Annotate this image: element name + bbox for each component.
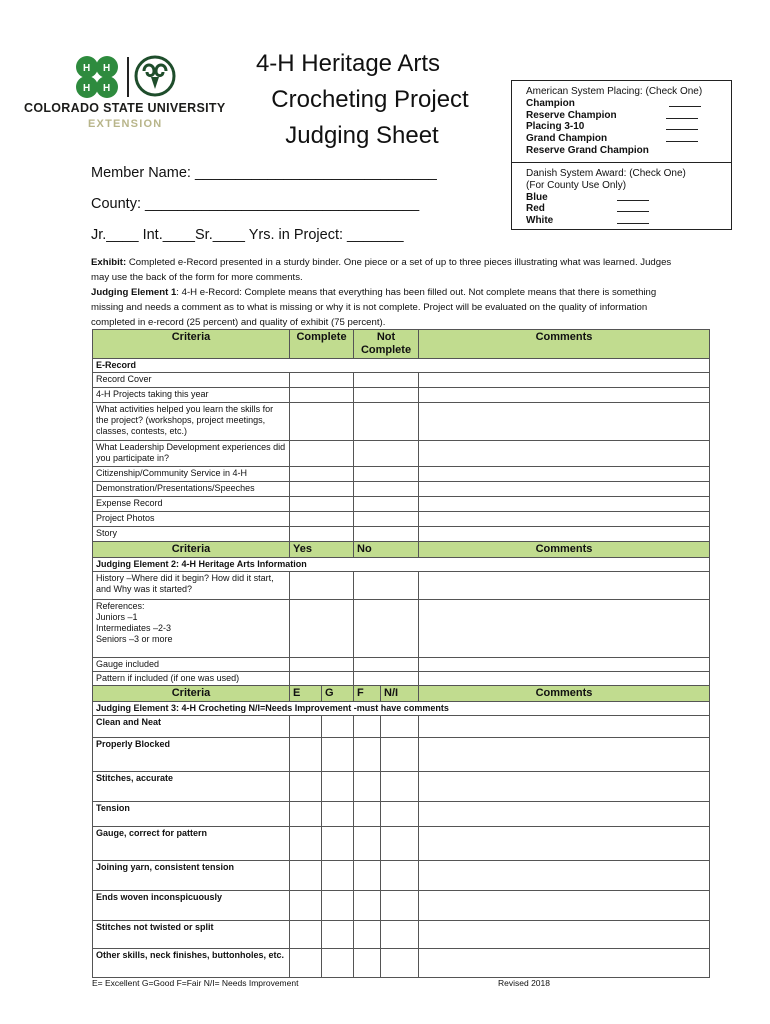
rating-cell[interactable]	[290, 403, 354, 441]
american-heading: American System Placing: (Check One)	[526, 86, 703, 97]
column-header: Comments	[419, 686, 710, 702]
american-option[interactable]: Grand Champion	[526, 133, 723, 145]
rating-cell[interactable]	[419, 738, 710, 772]
exhibit-label: Exhibit:	[91, 257, 127, 268]
table-row	[93, 672, 710, 686]
member-name-field[interactable]: Member Name: ______________________________	[91, 165, 437, 181]
criteria-cell: References: Juniors –1 Intermediates –2-3 Seniors –3 or more	[93, 600, 290, 658]
county-field[interactable]: County: __________________________________	[91, 196, 420, 212]
rating-cell[interactable]	[419, 572, 710, 600]
logo-divider	[127, 57, 129, 97]
danish-award	[512, 162, 731, 227]
rating-cell[interactable]	[419, 482, 710, 497]
rating-cell[interactable]	[322, 891, 354, 921]
criteria-cell: Ends woven inconspicuously	[93, 891, 290, 921]
danish-heading: Danish System Award: (Check One)	[526, 168, 686, 179]
exhibit-instructions	[91, 255, 691, 285]
criteria-cell: Project Photos	[93, 512, 290, 527]
rating-cell[interactable]	[381, 738, 419, 772]
rating-cell[interactable]	[322, 772, 354, 802]
american-option[interactable]: Champion	[526, 98, 723, 110]
rating-cell[interactable]	[419, 373, 710, 388]
ram-icon	[134, 55, 176, 97]
4h-clover-icon	[72, 54, 122, 100]
rating-cell[interactable]	[381, 921, 419, 949]
column-header: Comments	[419, 542, 710, 558]
table-row	[93, 658, 710, 672]
column-header: Yes	[290, 542, 354, 558]
element1-instructions	[91, 285, 691, 331]
section-title: Judging Element 2: 4-H Heritage Arts Information	[93, 558, 710, 572]
table-row	[93, 827, 710, 861]
rating-cell[interactable]	[290, 658, 354, 672]
criteria-cell: Other skills, neck finishes, buttonholes, etc.	[93, 949, 290, 978]
rating-cell[interactable]	[419, 672, 710, 686]
rating-cell[interactable]	[290, 600, 354, 658]
danish-option[interactable]: White	[526, 215, 723, 227]
criteria-cell: Stitches not twisted or split	[93, 921, 290, 949]
section-title-row	[93, 558, 710, 572]
svg-text:H: H	[103, 83, 111, 94]
column-header: E	[290, 686, 322, 702]
rating-cell[interactable]	[322, 738, 354, 772]
rating-cell[interactable]	[354, 388, 419, 403]
rating-cell[interactable]	[290, 512, 354, 527]
american-option[interactable]: Reserve Champion	[526, 110, 723, 122]
table-row	[93, 716, 710, 738]
table-header-row	[93, 330, 710, 359]
rating-cell[interactable]	[419, 802, 710, 827]
logo-extension: EXTENSION	[88, 118, 163, 130]
criteria-cell: Properly Blocked	[93, 738, 290, 772]
danish-option[interactable]: Red	[526, 203, 723, 215]
rating-cell[interactable]	[322, 861, 354, 891]
section-title-row	[93, 702, 710, 716]
rating-cell[interactable]	[354, 672, 419, 686]
rating-cell[interactable]	[419, 388, 710, 403]
rating-cell[interactable]	[322, 802, 354, 827]
column-header: Complete	[290, 330, 354, 359]
rating-cell[interactable]	[290, 861, 322, 891]
rating-cell[interactable]	[290, 441, 354, 467]
table-row	[93, 441, 710, 467]
rating-cell[interactable]	[354, 827, 381, 861]
rating-cell[interactable]	[419, 512, 710, 527]
logo-university: COLORADO STATE UNIVERSITY	[24, 101, 226, 115]
section-title: E-Record	[93, 359, 710, 373]
column-header: Criteria	[93, 542, 290, 558]
rating-cell[interactable]	[290, 772, 322, 802]
rating-cell[interactable]	[419, 891, 710, 921]
placing-box	[511, 80, 732, 230]
clover-logo	[72, 54, 122, 100]
criteria-cell: Pattern if included (if one was used)	[93, 672, 290, 686]
danish-option[interactable]: Blue	[526, 192, 723, 204]
csu-ram-logo	[134, 55, 176, 97]
criteria-cell: Demonstration/Presentations/Speeches	[93, 482, 290, 497]
table-header-row	[93, 542, 710, 558]
rating-cell[interactable]	[381, 827, 419, 861]
element1-label: Judging Element 1	[91, 287, 177, 298]
rating-cell[interactable]	[290, 827, 322, 861]
exhibit-text: Completed e-Record presented in a sturdy binder. One piece or a set of up to three pieces illustrating what was learned. Judges may use the back of the form for more comments.	[91, 257, 672, 284]
rating-cell[interactable]	[354, 403, 419, 441]
rating-cell[interactable]	[419, 403, 710, 441]
table-row	[93, 861, 710, 891]
rating-cell[interactable]	[354, 512, 419, 527]
level-field[interactable]: Jr.____ Int.____Sr.____ Yrs. in Project: _______	[91, 227, 404, 243]
table-row	[93, 373, 710, 388]
rating-cell[interactable]	[354, 772, 381, 802]
rating-cell[interactable]	[290, 482, 354, 497]
svg-text:H: H	[83, 63, 91, 74]
rating-cell[interactable]	[322, 716, 354, 738]
rating-cell[interactable]	[290, 672, 354, 686]
criteria-cell: Expense Record	[93, 497, 290, 512]
grade-legend: E= Excellent G=Good F=Fair N/I= Needs Improvement	[92, 978, 299, 988]
rating-cell[interactable]	[354, 716, 381, 738]
criteria-cell: What activities helped you learn the skills for the project? (workshops, project meetings, classes, contests, etc.)	[93, 403, 290, 441]
rating-cell[interactable]	[354, 738, 381, 772]
rating-cell[interactable]	[381, 802, 419, 827]
rating-cell[interactable]	[381, 891, 419, 921]
rating-cell[interactable]	[381, 949, 419, 978]
rating-cell[interactable]	[290, 572, 354, 600]
rating-cell[interactable]	[354, 861, 381, 891]
rating-cell[interactable]	[419, 861, 710, 891]
rating-cell[interactable]	[419, 949, 710, 978]
column-header: Not Complete	[354, 330, 419, 359]
table-row	[93, 497, 710, 512]
rating-cell[interactable]	[290, 497, 354, 512]
table-row	[93, 949, 710, 978]
column-header: Criteria	[93, 686, 290, 702]
table-row	[93, 512, 710, 527]
section-title-row	[93, 359, 710, 373]
rating-cell[interactable]	[290, 949, 322, 978]
rating-cell[interactable]	[419, 600, 710, 658]
table-row	[93, 921, 710, 949]
rating-cell[interactable]	[354, 527, 419, 542]
rating-cell[interactable]	[419, 772, 710, 802]
rating-cell[interactable]	[419, 497, 710, 512]
table-header-row	[93, 686, 710, 702]
rating-cell[interactable]	[322, 949, 354, 978]
table-row	[93, 482, 710, 497]
criteria-cell: Record Cover	[93, 373, 290, 388]
section-title: Judging Element 3: 4-H Crocheting N/I=Needs Improvement -must have comments	[93, 702, 710, 716]
column-header: N/I	[381, 686, 419, 702]
rating-cell[interactable]	[419, 467, 710, 482]
rating-cell[interactable]	[290, 716, 322, 738]
american-placing	[512, 81, 731, 162]
column-header: Comments	[419, 330, 710, 359]
column-header: F	[354, 686, 381, 702]
rating-cell[interactable]	[419, 658, 710, 672]
table-row	[93, 527, 710, 542]
criteria-cell: History –Where did it begin? How did it start, and Why was it started?	[93, 572, 290, 600]
rating-cell[interactable]	[290, 373, 354, 388]
rating-cell[interactable]	[354, 467, 419, 482]
rating-cell[interactable]	[419, 827, 710, 861]
rating-cell[interactable]	[354, 373, 419, 388]
table-row	[93, 388, 710, 403]
rating-cell[interactable]	[419, 527, 710, 542]
rating-cell[interactable]	[381, 716, 419, 738]
rating-cell[interactable]	[354, 600, 419, 658]
rating-cell[interactable]	[290, 891, 322, 921]
criteria-cell: Citizenship/Community Service in 4-H	[93, 467, 290, 482]
table-row	[93, 467, 710, 482]
rating-cell[interactable]	[290, 388, 354, 403]
rating-cell[interactable]	[290, 802, 322, 827]
rating-cell[interactable]	[290, 921, 322, 949]
criteria-cell: Stitches, accurate	[93, 772, 290, 802]
rating-cell[interactable]	[381, 772, 419, 802]
svg-text:H: H	[103, 63, 111, 74]
title-line1: 4-H Heritage Arts	[255, 50, 441, 77]
rating-cell[interactable]	[290, 527, 354, 542]
element1-text: : 4-H e-Record: Complete means that everything has been filled out. Not complete means that there is something missing and needs a comment as to what is missing or why it is not complete. Project will be evaluated on the quality of information completed in e-record (25 percent) and quality of exhibit (75 percent).	[91, 287, 657, 329]
american-option[interactable]: Placing 3-10	[526, 121, 723, 133]
danish-note: (For County Use Only)	[526, 179, 627, 191]
rating-cell[interactable]	[419, 441, 710, 467]
table-row	[93, 738, 710, 772]
rating-cell[interactable]	[354, 572, 419, 600]
table-row	[93, 772, 710, 802]
column-header: G	[322, 686, 354, 702]
title-line3: Judging Sheet	[285, 122, 439, 149]
criteria-cell: 4-H Projects taking this year	[93, 388, 290, 403]
criteria-cell: Clean and Neat	[93, 716, 290, 738]
column-header: Criteria	[93, 330, 290, 359]
rating-cell[interactable]	[354, 891, 381, 921]
rating-cell[interactable]	[381, 861, 419, 891]
rating-cell[interactable]	[354, 497, 419, 512]
american-option[interactable]: Reserve Grand Champion	[526, 144, 649, 156]
rating-cell[interactable]	[354, 658, 419, 672]
rating-cell[interactable]	[354, 921, 381, 949]
column-header: No	[354, 542, 419, 558]
criteria-cell: What Leadership Development experiences did you participate in?	[93, 441, 290, 467]
table-row	[93, 802, 710, 827]
criteria-cell: Tension	[93, 802, 290, 827]
svg-text:H: H	[83, 83, 91, 94]
table-row	[93, 572, 710, 600]
rating-cell[interactable]	[290, 738, 322, 772]
rating-cell[interactable]	[322, 921, 354, 949]
revised-date: Revised 2018	[498, 978, 550, 988]
rating-cell[interactable]	[419, 716, 710, 738]
rating-cell[interactable]	[354, 802, 381, 827]
rating-cell[interactable]	[290, 467, 354, 482]
criteria-cell: Story	[93, 527, 290, 542]
table-row	[93, 600, 710, 658]
criteria-cell: Gauge included	[93, 658, 290, 672]
title-line2: Crocheting Project	[271, 86, 469, 113]
rating-cell[interactable]	[354, 482, 419, 497]
criteria-cell: Gauge, correct for pattern	[93, 827, 290, 861]
rating-cell[interactable]	[354, 949, 381, 978]
rating-cell[interactable]	[354, 441, 419, 467]
rating-cell[interactable]	[419, 921, 710, 949]
table-row	[93, 403, 710, 441]
judging-table	[92, 329, 710, 978]
rating-cell[interactable]	[322, 827, 354, 861]
criteria-cell: Joining yarn, consistent tension	[93, 861, 290, 891]
table-row	[93, 891, 710, 921]
